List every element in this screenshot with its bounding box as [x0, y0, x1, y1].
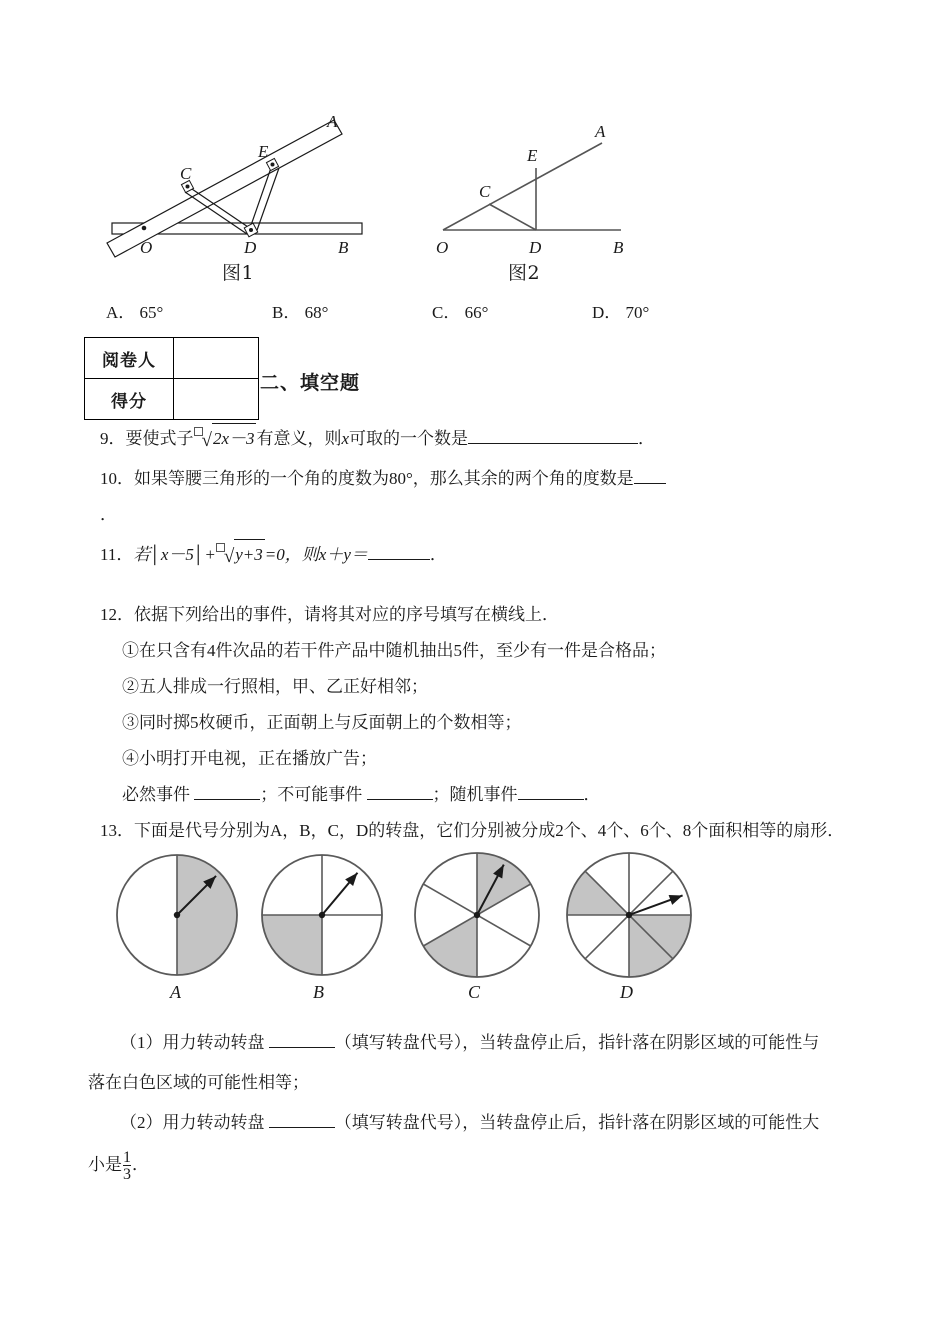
spinner-shaded-sector [477, 853, 531, 915]
fraction-numerator: 1 [123, 1149, 131, 1167]
fig2-label-E: E [527, 146, 538, 165]
question-11-text-part2: =0，则x＋y＝ [264, 545, 368, 564]
question-11-number: 11． [100, 545, 134, 564]
spinner-shaded-sector [567, 871, 629, 915]
score-label: 得分 [85, 379, 174, 420]
fig1-label-O: O [140, 238, 153, 257]
question-11-tail: ． [429, 545, 447, 564]
radical-expression [216, 540, 265, 571]
question-9-variable: x [341, 429, 350, 448]
spinner-center-dot [174, 912, 180, 918]
question-9-tail: ． [638, 429, 656, 448]
spinner-center-dot [474, 912, 480, 918]
question-13-part-2-line-2 [88, 1150, 149, 1184]
question-11-answer-blank[interactable] [368, 544, 430, 560]
fig2-label-B: B [613, 238, 624, 257]
part-2-answer-blank[interactable] [269, 1112, 335, 1128]
question-13-part-1-line-2: 落在白色区域的可能性相等； [88, 1073, 309, 1092]
grader-label: 阅卷人 [85, 338, 174, 379]
geometry-figures-svg [0, 95, 950, 295]
question-9-answer-blank[interactable] [468, 428, 638, 444]
radical-radicand: 2x－3 [212, 423, 257, 454]
part-2-text-a: （2）用力转动转盘 [120, 1113, 265, 1132]
question-10-text: 如果等腰三角形的一个角的度数为80°，那么其余的两个角的度数是 [134, 469, 634, 488]
grading-table [84, 337, 259, 420]
impossible-event-label: ；不可能事件 [260, 785, 363, 804]
certain-event-label: 必然事件 [122, 785, 190, 804]
radical-sign: √ [223, 546, 235, 567]
question-11-text-part1: 若│x－5│+ [133, 545, 216, 564]
fig2-label-A: A [595, 122, 606, 141]
table-row [85, 338, 259, 379]
radical-sign: √ [201, 430, 212, 451]
random-event-blank[interactable] [518, 784, 584, 800]
spinner-d [567, 853, 691, 977]
question-11 [100, 540, 447, 571]
question-10-line-2: ． [100, 505, 117, 524]
spinner-pointer-head [669, 895, 683, 905]
option-b[interactable]: B． 68° [272, 303, 329, 322]
part-1-text-b: （填写转盘代号），当转盘停止后，指针落在阴影区域的可能性与 [334, 1033, 820, 1052]
question-12-tail: ． [583, 785, 601, 804]
question-12-answer-line [122, 780, 601, 810]
fig2-label-D: D [529, 238, 542, 257]
fig1-label-E: E [258, 142, 269, 161]
question-9-text-part3: 可取的一个数是 [349, 429, 469, 448]
question-10-line-1 [100, 464, 666, 494]
figure-1-caption: 图1 [222, 262, 255, 284]
question-9-number: 9． [100, 429, 126, 448]
part-2-text-post: ． [132, 1155, 149, 1174]
fraction-one-third [123, 1150, 131, 1184]
question-9 [100, 424, 655, 455]
score-value[interactable] [174, 379, 259, 420]
question-13-part-1-line-1 [120, 1028, 819, 1058]
question-12-stem [100, 600, 559, 630]
table-row [85, 379, 259, 420]
question-13-part-2-line-1 [120, 1108, 819, 1138]
part-1-text-a: （1）用力转动转盘 [120, 1033, 265, 1052]
fig2-label-C: C [479, 182, 491, 201]
spinner-center-dot [626, 912, 632, 918]
certain-event-blank[interactable] [194, 784, 260, 800]
random-event-label: ；随机事件 [432, 785, 518, 804]
spinner-c [415, 853, 539, 977]
option-a[interactable]: A． 65° [106, 303, 164, 322]
question-12-item-1: ①在只含有4件次品的若干件产品中随机抽出5件，至少有一件是合格品； [122, 641, 666, 660]
figure-1 [107, 112, 362, 257]
radical-radicand: y+3 [234, 539, 265, 570]
question-13-stem-text: 下面是代号分别为A，B，C，D的转盘，它们分别被分成2个、4个、6个、8个面积相等的扇形． [134, 821, 845, 840]
question-12-stem-text: 依据下列给出的事件，请将其对应的序号填写在横线上． [134, 605, 559, 624]
question-12-item-3: ③同时掷5枚硬币，正面朝上与反面朝上的个数相等； [122, 713, 522, 732]
spinner-a [117, 855, 237, 975]
spinner-label-b: B [313, 982, 324, 1002]
spinner-label-c: C [468, 982, 481, 1002]
fig1-label-C: C [180, 164, 192, 183]
fig1-label-D: D [244, 238, 257, 257]
fig1-label-A: A [327, 112, 338, 131]
question-10-number: 10． [100, 469, 134, 488]
question-12-number: 12． [100, 605, 134, 624]
spinner-label-a: A [170, 982, 181, 1002]
question-13-number: 13． [100, 821, 134, 840]
fig1-label-B: B [338, 238, 349, 257]
question-12-item-2: ②五人排成一行照相，甲、乙正好相邻； [122, 677, 428, 696]
fig2-label-O: O [436, 238, 449, 257]
figures-row [0, 95, 950, 295]
question-10-answer-blank[interactable] [634, 468, 666, 484]
spinner-shaded-sector [177, 855, 237, 975]
spinner-label-d: D [620, 982, 633, 1002]
part-2-text-pre: 小是 [88, 1155, 122, 1174]
question-13-stem [100, 816, 844, 846]
figure-2 [436, 122, 624, 257]
section-header-fill-in-blank: 二、填空题 [260, 372, 361, 394]
option-d[interactable]: D． 70° [592, 303, 650, 322]
part-1-answer-blank[interactable] [269, 1032, 335, 1048]
figure-2-caption: 图2 [508, 262, 541, 284]
spinner-shaded-sector [423, 915, 477, 977]
question-9-text-part1: 要使式子 [125, 429, 194, 448]
option-c[interactable]: C． 66° [432, 303, 489, 322]
spinner-center-dot [319, 912, 325, 918]
spinner-b [262, 855, 382, 975]
fraction-denominator: 3 [123, 1166, 131, 1183]
question-12-item-4: ④小明打开电视，正在播放广告； [122, 749, 377, 768]
grader-value[interactable] [174, 338, 259, 379]
part-2-text-b: （填写转盘代号），当转盘停止后，指针落在阴影区域的可能性大 [334, 1113, 820, 1132]
radical-expression [194, 424, 257, 455]
question-9-text-part2: 有意义，则 [256, 429, 342, 448]
impossible-event-blank[interactable] [367, 784, 433, 800]
